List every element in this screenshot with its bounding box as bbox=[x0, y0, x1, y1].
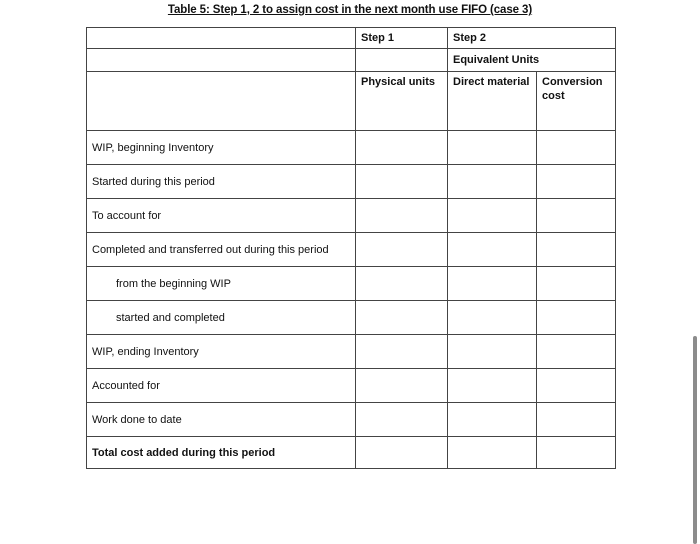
table-row bbox=[87, 165, 616, 199]
conversion-cost-cell bbox=[537, 267, 616, 301]
physical-units-cell bbox=[356, 199, 448, 233]
row-label: Started during this period bbox=[87, 165, 356, 199]
table-row bbox=[87, 301, 616, 335]
physical-units-header: Physical units bbox=[356, 72, 448, 131]
table-row bbox=[87, 233, 616, 267]
physical-units-cell bbox=[356, 233, 448, 267]
direct-material-cell bbox=[448, 199, 537, 233]
direct-material-cell bbox=[448, 165, 537, 199]
physical-units-cell bbox=[356, 165, 448, 199]
direct-material-cell bbox=[448, 369, 537, 403]
row-label: Total cost added during this period bbox=[87, 437, 356, 469]
header-blank-cell bbox=[87, 72, 356, 131]
direct-material-cell bbox=[448, 131, 537, 165]
physical-units-cell bbox=[356, 301, 448, 335]
equivalent-units-header: Equivalent Units bbox=[448, 49, 616, 72]
row-label: started and completed bbox=[87, 301, 356, 335]
table-row bbox=[87, 199, 616, 233]
table-row bbox=[87, 131, 616, 165]
row-label: To account for bbox=[87, 199, 356, 233]
conversion-cost-header: Conversion cost bbox=[537, 72, 616, 131]
header-row-columns bbox=[87, 72, 616, 131]
physical-units-cell bbox=[356, 369, 448, 403]
physical-units-cell bbox=[356, 267, 448, 301]
direct-material-cell bbox=[448, 233, 537, 267]
header-row-steps bbox=[87, 28, 616, 49]
table-row bbox=[87, 267, 616, 301]
header-blank-cell bbox=[87, 28, 356, 49]
direct-material-cell bbox=[448, 403, 537, 437]
physical-units-cell bbox=[356, 131, 448, 165]
table-row bbox=[87, 335, 616, 369]
row-label: WIP, ending Inventory bbox=[87, 335, 356, 369]
conversion-cost-cell bbox=[537, 335, 616, 369]
conversion-cost-cell bbox=[537, 437, 616, 469]
row-label: WIP, beginning Inventory bbox=[87, 131, 356, 165]
scrollbar-thumb[interactable] bbox=[693, 336, 697, 544]
conversion-cost-cell bbox=[537, 369, 616, 403]
direct-material-cell bbox=[448, 301, 537, 335]
table-row bbox=[87, 369, 616, 403]
conversion-cost-cell bbox=[537, 199, 616, 233]
fifo-table bbox=[86, 27, 616, 469]
row-label: from the beginning WIP bbox=[87, 267, 356, 301]
conversion-cost-cell bbox=[537, 233, 616, 267]
direct-material-cell bbox=[448, 437, 537, 469]
physical-units-cell bbox=[356, 335, 448, 369]
row-label: Work done to date bbox=[87, 403, 356, 437]
header-row-equivalent bbox=[87, 49, 616, 72]
direct-material-cell bbox=[448, 267, 537, 301]
conversion-cost-cell bbox=[537, 165, 616, 199]
step2-header: Step 2 bbox=[448, 28, 616, 49]
header-blank-cell bbox=[87, 49, 356, 72]
table-row bbox=[87, 403, 616, 437]
table-row bbox=[87, 437, 616, 469]
physical-units-cell bbox=[356, 403, 448, 437]
step1-header: Step 1 bbox=[356, 28, 448, 49]
conversion-cost-cell bbox=[537, 301, 616, 335]
direct-material-header: Direct material bbox=[448, 72, 537, 131]
physical-units-cell bbox=[356, 437, 448, 469]
header-blank-cell bbox=[356, 49, 448, 72]
table-title: Table 5: Step 1, 2 to assign cost in the next month use FIFO (case 3) bbox=[167, 4, 533, 16]
row-label: Accounted for bbox=[87, 369, 356, 403]
direct-material-cell bbox=[448, 335, 537, 369]
row-label: Completed and transferred out during this period bbox=[87, 233, 356, 267]
conversion-cost-cell bbox=[537, 131, 616, 165]
conversion-cost-cell bbox=[537, 403, 616, 437]
